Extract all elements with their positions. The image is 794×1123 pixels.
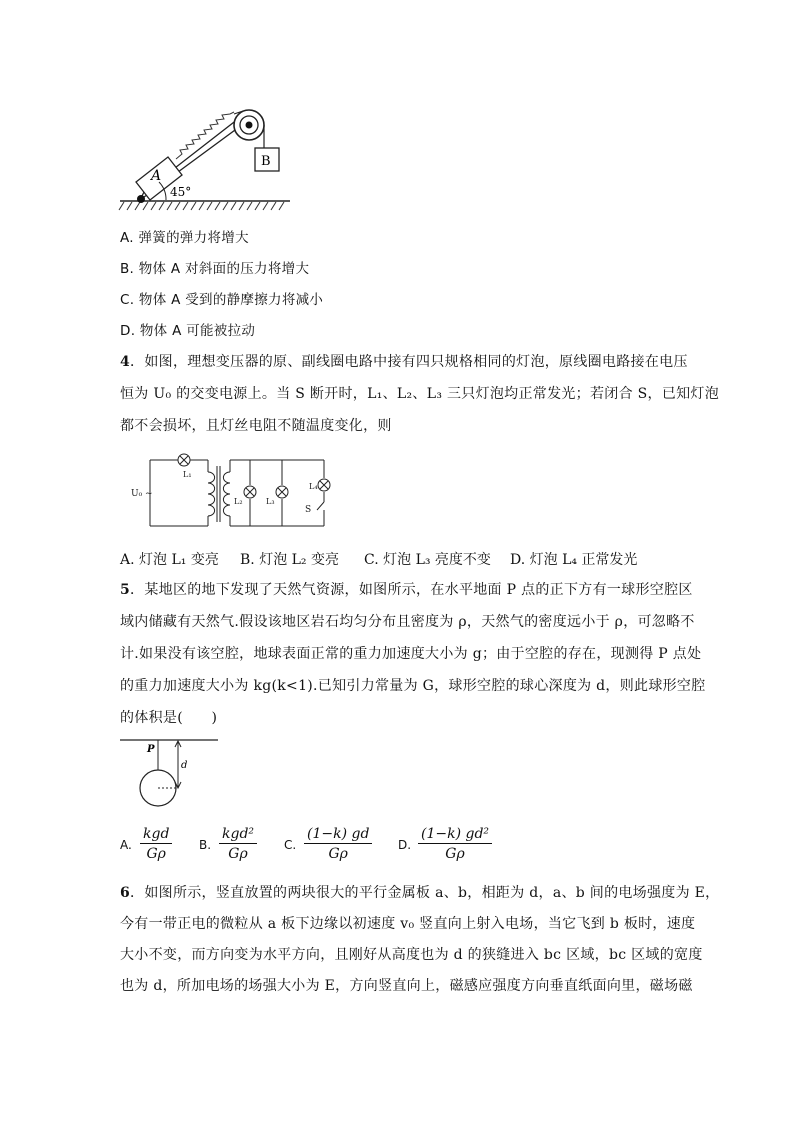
q3-option-b: B. 物体 A 对斜面的压力将增大 xyxy=(120,261,310,277)
q3-option-d: D. 物体 A 可能被拉动 xyxy=(120,323,256,339)
q5-line-4: 的重力加速度大小为 kg(k<1).已知引力常量为 G，球形空腔的球心深度为 d，则此球形空腔 xyxy=(120,678,706,694)
l1-label: L₁ xyxy=(183,470,192,479)
q5-option-a-numerator: kgd xyxy=(140,826,172,844)
q5-option-a-fraction xyxy=(140,826,172,862)
q5-option-d-denominator: Gρ xyxy=(445,846,465,862)
q5-option-c-fraction xyxy=(304,826,372,862)
q3-option-c: C. 物体 A 受到的静摩擦力将减小 xyxy=(120,292,324,308)
q6-line-2: 今有一带正电的微粒从 a 板下边缘以初速度 v₀ 竖直向上射入电场，当它飞到 b 板时，速度 xyxy=(120,916,696,932)
q5-option-d-label: D. xyxy=(398,838,412,852)
q5-option-c-denominator: Gρ xyxy=(328,846,348,862)
cavity-figure xyxy=(120,736,220,808)
q5-option-a-denominator: Gρ xyxy=(146,846,166,862)
angle-label: 45° xyxy=(170,185,192,199)
point-p-label: P xyxy=(147,744,155,755)
transformer-circuit-figure xyxy=(128,452,333,532)
q6-line-1 xyxy=(120,883,719,903)
q4-line-2: 恒为 U₀ 的交变电源上。当 S 断开时，L₁、L₂、L₃ 三只灯泡均正常发光；若闭合 S，已知灯泡 xyxy=(120,386,720,402)
switch-label: S xyxy=(305,505,312,515)
q3-option-a: A. 弹簧的弹力将增大 xyxy=(120,230,249,246)
q5-line-3: 计.如果没有该空腔，地球表面正常的重力加速度大小为 g；由于空腔的存在，现测得 P 点处 xyxy=(120,646,702,662)
incline-pulley-figure xyxy=(118,100,298,212)
l4-label: L₄ xyxy=(309,482,318,491)
q4-option-d: D. 灯泡 L₄ 正常发光 xyxy=(510,552,638,568)
q4-option-b: B. 灯泡 L₂ 变亮 xyxy=(240,552,339,568)
q5-option-b-denominator: Gρ xyxy=(228,846,248,862)
q5-line-1 xyxy=(120,580,693,600)
q4-number: 4 xyxy=(120,354,131,370)
q5-option-c-numerator: (1−k) gd xyxy=(304,826,372,844)
block-a-label: A xyxy=(151,168,162,184)
q5-text-1: ．某地区的地下发现了天然气资源，如图所示，在水平地面 P 点的正下方有一球形空腔区 xyxy=(130,582,693,598)
block-b-label: B xyxy=(261,154,271,169)
u0-label: U₀ ~ xyxy=(131,489,153,499)
q5-option-b-label: B. xyxy=(199,838,212,852)
q5-option-a-label: A. xyxy=(120,838,132,852)
q5-option-d-numerator: (1−k) gd² xyxy=(418,826,492,844)
l2-label: L₂ xyxy=(234,497,243,506)
q5-line-5: 的体积是( ) xyxy=(120,710,218,726)
q4-line-1 xyxy=(120,352,688,372)
q5-number: 5 xyxy=(120,582,131,598)
q6-text-1: ．如图所示，竖直放置的两块很大的平行金属板 a、b，相距为 d，a、b 间的电场强度为 E， xyxy=(130,885,720,901)
q5-option-b-fraction xyxy=(219,826,257,862)
q4-option-c: C. 灯泡 L₃ 亮度不变 xyxy=(364,552,491,568)
q5-option-c-label: C. xyxy=(284,838,297,852)
q4-line-3: 都不会损坏，且灯丝电阻不随温度变化，则 xyxy=(120,418,392,434)
q6-line-3: 大小不变，而方向变为水平方向，且刚好从高度也为 d 的狭缝进入 bc 区域，bc 区域的宽度 xyxy=(120,947,703,963)
q5-option-b-numerator: kgd² xyxy=(219,826,257,844)
q4-text-1: ．如图，理想变压器的原、副线圈电路中接有四只规格相同的灯泡，原线圈电路接在电压 xyxy=(130,354,688,370)
l3-label: L₃ xyxy=(266,497,275,506)
q6-line-4: 也为 d，所加电场的场强大小为 E，方向竖直向上，磁感应强度方向垂直纸面向里，磁场磁 xyxy=(120,978,693,994)
q6-number: 6 xyxy=(120,885,131,901)
q4-option-a: A. 灯泡 L₁ 变亮 xyxy=(120,552,219,568)
q5-line-2: 域内储藏有天然气.假设该地区岩石均匀分布且密度为 ρ，天然气的密度远小于 ρ，可忽略不 xyxy=(120,614,695,630)
q5-option-d-fraction xyxy=(418,826,492,862)
depth-d-label: d xyxy=(181,760,188,771)
